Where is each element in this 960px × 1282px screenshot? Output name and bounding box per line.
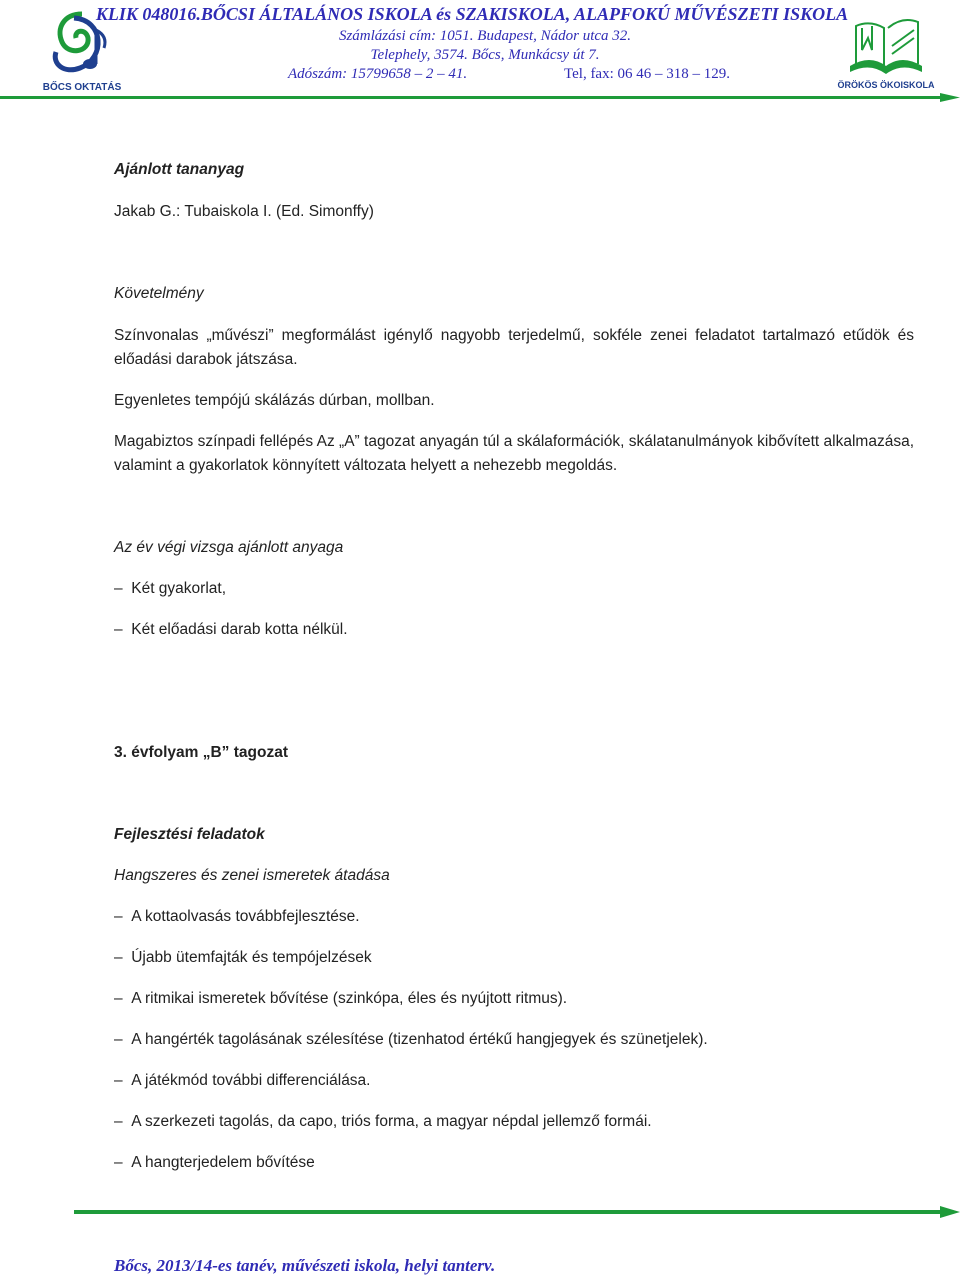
logo-left-text: BŐCS OKTATÁS xyxy=(42,82,122,93)
development-item: – A ritmikai ismeretek bővítése (szinkópa, éles és nyújtott ritmus). xyxy=(114,990,567,1008)
footer-divider xyxy=(74,1206,960,1218)
footer-text: Bőcs, 2013/14-es tanév, művészeti iskola, helyi tanterv. xyxy=(114,1256,496,1275)
phone-fax: Tel, fax: 06 46 – 318 – 129. xyxy=(564,66,731,82)
exam-item: – Két gyakorlat, xyxy=(114,580,226,598)
development-item: – A játékmód további differenciálása. xyxy=(114,1072,371,1090)
site-address: Telephely, 3574. Bőcs, Munkácsy út 7. xyxy=(370,47,600,63)
requirement-paragraph-3: Magabiztos színpadi fellépés Az „A” tagozat anyagán túl a skálaformációk, skálatanulmányok kibővített alkalmazása, valamint a gyakorlatok könnyített változata helyett a nehezebb megoldás. xyxy=(114,433,914,474)
logo-right-text: ÖRÖKÖS ÖKOISKOLA xyxy=(837,80,935,90)
development-item: – A hangérték tagolásának szélesítése (tizenhatod értékű hangjegyek és szünetjelek). xyxy=(114,1031,708,1049)
development-item: – A kottaolvasás továbbfejlesztése. xyxy=(114,908,360,926)
requirement-heading: Követelmény xyxy=(114,285,204,302)
tax-number: Adószám: 15799658 – 2 – 41. xyxy=(288,66,468,82)
grade-heading: 3. évfolyam „B” tagozat xyxy=(114,744,288,761)
eco-school-logo-icon xyxy=(832,6,940,96)
exam-item: – Két előadási darab kotta nélkül. xyxy=(114,621,348,639)
development-heading: Fejlesztési feladatok xyxy=(114,826,265,843)
development-subheading: Hangszeres és zenei ismeretek átadása xyxy=(114,867,390,884)
letterhead xyxy=(0,0,960,110)
requirement-paragraph-1: Színvonalas „művészi” megformálást igénylő nagyobb terjedelmű, sokféle zenei feladatot tartalmazó etűdök és előadási darabok játszása. xyxy=(114,327,914,368)
requirement-paragraph-2: Egyenletes tempójú skálázás dúrban, mollban. xyxy=(114,392,435,409)
school-title: KLIK 048016.BŐCSI ÁLTALÁNOS ISKOLA és SZAKISKOLA, ALAPFOKÚ MŰVÉSZETI ISKOLA xyxy=(95,4,849,24)
exam-heading: Az év végi vizsga ajánlott anyaga xyxy=(114,539,344,556)
development-item: – A szerkezeti tagolás, da capo, triós forma, a magyar népdal jellemző formái. xyxy=(114,1113,652,1131)
recommended-item: Jakab G.: Tubaiskola I. (Ed. Simonffy) xyxy=(114,203,374,220)
recommended-heading: Ajánlott tananyag xyxy=(114,161,245,178)
header-divider xyxy=(0,93,960,103)
development-item: – A hangterjedelem bővítése xyxy=(114,1154,315,1172)
billing-address: Számlázási cím: 1051. Budapest, Nádor utca 32. xyxy=(338,28,632,44)
development-item: – Újabb ütemfajták és tempójelzések xyxy=(114,949,372,967)
